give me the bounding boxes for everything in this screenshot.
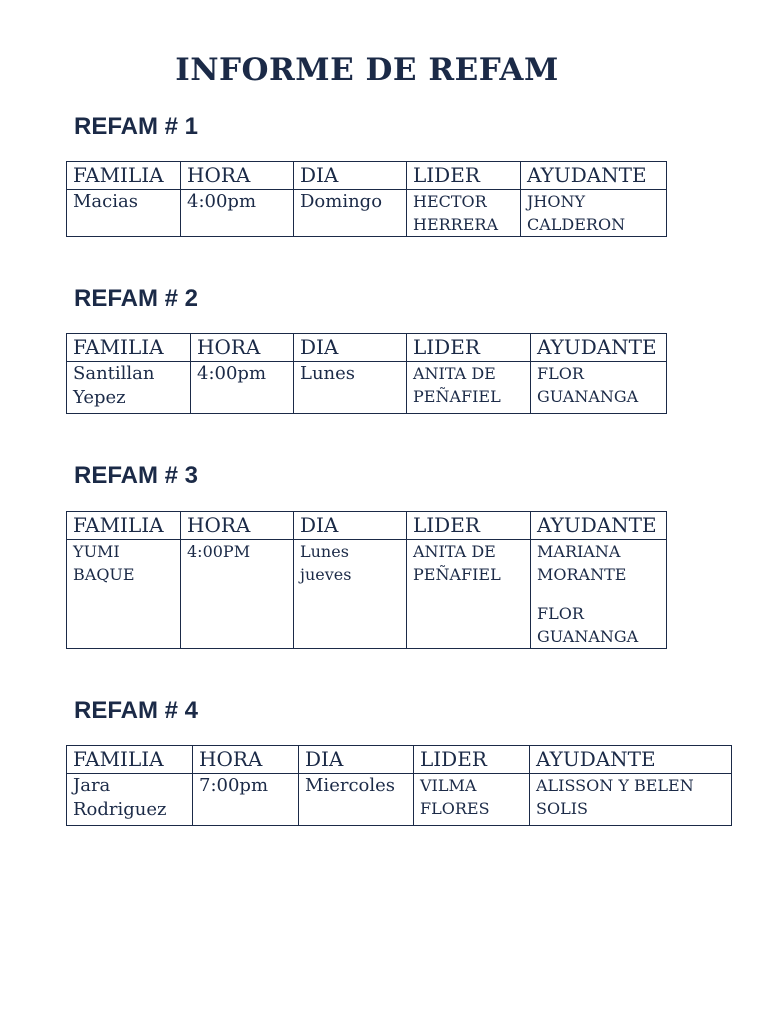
table-header-row	[67, 512, 667, 540]
refam-4-title: REFAM # 4	[74, 697, 199, 724]
refam-2-title: REFAM # 2	[74, 285, 199, 312]
table-header-row	[67, 162, 667, 190]
header-lider: LIDER	[414, 746, 530, 774]
cell-ayudante: MARIANA MORANTE FLOR GUANANGA	[531, 540, 667, 649]
header-lider: LIDER	[407, 512, 531, 540]
refam-3-title: REFAM # 3	[74, 462, 199, 489]
cell-lider: HECTOR HERRERA	[407, 190, 521, 237]
cell-dia: Lunes jueves	[294, 540, 407, 649]
cell-dia: Lunes	[294, 362, 407, 414]
refam-2-table	[66, 333, 667, 414]
header-lider: LIDER	[407, 334, 531, 362]
cell-hora: 4:00pm	[181, 190, 294, 237]
header-hora: HORA	[193, 746, 299, 774]
cell-hora: 4:00PM	[181, 540, 294, 649]
table-header-row	[67, 746, 732, 774]
header-familia: FAMILIA	[67, 512, 181, 540]
header-familia: FAMILIA	[67, 746, 193, 774]
cell-ayudante: FLOR GUANANGA	[531, 362, 667, 414]
cell-ayudante: JHONY CALDERON	[521, 190, 667, 237]
cell-dia: Miercoles	[299, 774, 414, 826]
page-title: INFORME DE REFAM	[175, 52, 559, 88]
header-ayudante: AYUDANTE	[530, 746, 732, 774]
refam-1-table	[66, 161, 667, 237]
cell-lider: ANITA DE PEÑAFIEL	[407, 362, 531, 414]
header-dia: DIA	[294, 334, 407, 362]
refam-4-table	[66, 745, 732, 826]
header-hora: HORA	[181, 162, 294, 190]
header-familia: FAMILIA	[67, 162, 181, 190]
header-ayudante: AYUDANTE	[531, 334, 667, 362]
header-ayudante: AYUDANTE	[521, 162, 667, 190]
table-row	[67, 774, 732, 826]
header-dia: DIA	[299, 746, 414, 774]
table-row	[67, 190, 667, 237]
cell-familia: YUMI BAQUE	[67, 540, 181, 649]
cell-lider: VILMA FLORES	[414, 774, 530, 826]
header-hora: HORA	[191, 334, 294, 362]
header-hora: HORA	[181, 512, 294, 540]
table-row	[67, 362, 667, 414]
header-dia: DIA	[294, 512, 407, 540]
cell-familia: Santillan Yepez	[67, 362, 191, 414]
cell-familia: Macias	[67, 190, 181, 237]
refam-1-title: REFAM # 1	[74, 113, 199, 140]
cell-dia: Domingo	[294, 190, 407, 237]
header-ayudante: AYUDANTE	[531, 512, 667, 540]
cell-hora: 4:00pm	[191, 362, 294, 414]
header-dia: DIA	[294, 162, 407, 190]
table-row	[67, 540, 667, 649]
cell-ayudante: ALISSON Y BELEN SOLIS	[530, 774, 732, 826]
cell-lider: ANITA DE PEÑAFIEL	[407, 540, 531, 649]
header-lider: LIDER	[407, 162, 521, 190]
cell-hora: 7:00pm	[193, 774, 299, 826]
table-header-row	[67, 334, 667, 362]
refam-3-table	[66, 511, 667, 649]
header-familia: FAMILIA	[67, 334, 191, 362]
cell-familia: Jara Rodriguez	[67, 774, 193, 826]
